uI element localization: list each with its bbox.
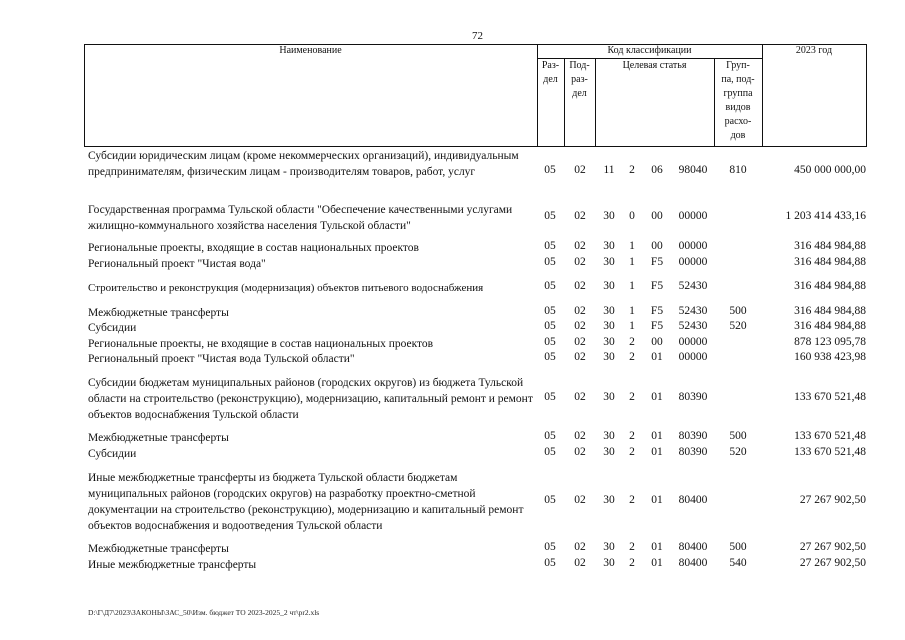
row-expense-group: 520 bbox=[729, 320, 747, 332]
row-target-direction: 80390 bbox=[678, 391, 708, 403]
row-podrazdel: 02 bbox=[574, 305, 586, 317]
row-name: Субсидии bbox=[88, 448, 137, 460]
row-target-subprogram: 01 bbox=[651, 541, 663, 553]
row-name: Региональный проект "Чистая вода Тульской области" bbox=[88, 353, 355, 365]
row-razdel: 05 bbox=[544, 336, 556, 348]
header-classification: Код классификации bbox=[607, 45, 692, 56]
row-target-program: 30 bbox=[603, 557, 615, 569]
row-amount: 316 484 984,88 bbox=[794, 280, 866, 292]
row-podrazdel: 02 bbox=[574, 336, 586, 348]
row-amount: 316 484 984,88 bbox=[794, 240, 866, 252]
row-target-subprogram: F5 bbox=[650, 305, 664, 317]
header-vline bbox=[84, 44, 85, 147]
header-podrazdel-line: Под- bbox=[569, 60, 590, 71]
header-podrazdel-line: дел bbox=[572, 88, 587, 99]
row-podrazdel: 02 bbox=[574, 320, 586, 332]
row-name: Субсидии bbox=[88, 322, 137, 334]
row-target-type: 1 bbox=[629, 256, 635, 268]
row-amount: 316 484 984,88 bbox=[794, 320, 866, 332]
row-expense-group: 500 bbox=[729, 541, 747, 553]
row-podrazdel: 02 bbox=[574, 391, 586, 403]
table-row bbox=[0, 280, 905, 296]
row-target-type: 1 bbox=[629, 320, 635, 332]
row-name: Межбюджетные трансферты bbox=[88, 307, 229, 319]
row-target-program: 30 bbox=[603, 320, 615, 332]
row-target-type: 2 bbox=[629, 391, 635, 403]
header-group-line: группа bbox=[723, 88, 753, 99]
header-group-line: Груп- bbox=[726, 60, 750, 71]
row-amount: 316 484 984,88 bbox=[794, 256, 866, 268]
row-razdel: 05 bbox=[544, 494, 556, 506]
table-row bbox=[0, 148, 905, 196]
header-group-line: па, под- bbox=[721, 74, 755, 85]
row-target-subprogram: 01 bbox=[651, 446, 663, 458]
row-razdel: 05 bbox=[544, 351, 556, 363]
table-row bbox=[0, 240, 905, 256]
row-target-subprogram: 00 bbox=[651, 210, 663, 222]
row-podrazdel: 02 bbox=[574, 164, 586, 176]
row-amount: 878 123 095,78 bbox=[794, 336, 866, 348]
row-expense-group: 810 bbox=[729, 164, 747, 176]
row-target-type: 1 bbox=[629, 240, 635, 252]
row-razdel: 05 bbox=[544, 391, 556, 403]
table-row bbox=[0, 202, 905, 234]
row-target-subprogram: 06 bbox=[651, 164, 663, 176]
row-amount: 133 670 521,48 bbox=[794, 391, 866, 403]
row-target-program: 30 bbox=[603, 446, 615, 458]
table-row bbox=[0, 446, 905, 462]
table-row bbox=[0, 470, 905, 534]
table-row bbox=[0, 351, 905, 367]
row-target-direction: 00000 bbox=[678, 336, 708, 348]
row-razdel: 05 bbox=[544, 305, 556, 317]
row-target-program: 30 bbox=[603, 494, 615, 506]
row-target-direction: 80390 bbox=[678, 446, 708, 458]
table-row bbox=[0, 430, 905, 446]
row-razdel: 05 bbox=[544, 320, 556, 332]
row-target-program: 30 bbox=[603, 240, 615, 252]
header-group bbox=[714, 59, 762, 143]
row-target-program: 30 bbox=[603, 391, 615, 403]
table-row bbox=[0, 557, 905, 573]
header-vline bbox=[866, 44, 867, 147]
row-target-subprogram: 01 bbox=[651, 391, 663, 403]
table-row bbox=[0, 336, 905, 352]
header-razdel bbox=[537, 59, 564, 87]
row-target-direction: 80400 bbox=[678, 541, 708, 553]
row-target-program: 30 bbox=[603, 541, 615, 553]
row-podrazdel: 02 bbox=[574, 541, 586, 553]
row-target-program: 11 bbox=[603, 164, 615, 176]
page-number: 72 bbox=[472, 30, 483, 42]
row-target-subprogram: 01 bbox=[651, 557, 663, 569]
row-name: Строительство и реконструкция (модернизация) объектов питьевого водоснабжения bbox=[88, 282, 484, 294]
row-target-subprogram: 01 bbox=[651, 351, 663, 363]
header-razdel-line: Раз- bbox=[541, 60, 560, 71]
row-target-subprogram: 00 bbox=[651, 336, 663, 348]
header-vline bbox=[762, 44, 763, 147]
row-target-type: 2 bbox=[629, 446, 635, 458]
header-group-line: расхо- bbox=[724, 116, 752, 127]
row-target-program: 30 bbox=[603, 256, 615, 268]
header-name: Наименование bbox=[279, 45, 342, 56]
row-target-program: 30 bbox=[603, 305, 615, 317]
row-name: Субсидии юридическим лицам (кроме некоммерческих организаций), индивидуальным предпринимателям, физическим лицам - производителям товаров, работ, услуг bbox=[88, 150, 519, 178]
row-expense-group: 540 bbox=[729, 557, 747, 569]
row-target-program: 30 bbox=[603, 210, 615, 222]
row-target-direction: 80400 bbox=[678, 557, 708, 569]
row-target-direction: 80400 bbox=[678, 494, 708, 506]
row-razdel: 05 bbox=[544, 541, 556, 553]
row-name: Региональные проекты, не входящие в состав национальных проектов bbox=[88, 338, 434, 350]
row-target-type: 2 bbox=[629, 541, 635, 553]
row-podrazdel: 02 bbox=[574, 210, 586, 222]
header-group-line: дов bbox=[730, 130, 746, 141]
row-razdel: 05 bbox=[544, 210, 556, 222]
row-target-subprogram: 01 bbox=[651, 494, 663, 506]
header-podrazdel bbox=[564, 59, 595, 101]
row-podrazdel: 02 bbox=[574, 446, 586, 458]
row-amount: 133 670 521,48 bbox=[794, 430, 866, 442]
row-amount: 133 670 521,48 bbox=[794, 446, 866, 458]
row-name: Межбюджетные трансферты bbox=[88, 543, 229, 555]
row-target-program: 30 bbox=[603, 336, 615, 348]
row-expense-group: 500 bbox=[729, 305, 747, 317]
row-target-direction: 98040 bbox=[678, 164, 708, 176]
table-row bbox=[0, 541, 905, 557]
row-name: Региональные проекты, входящие в состав национальных проектов bbox=[88, 242, 419, 254]
row-amount: 1 203 414 433,16 bbox=[785, 210, 866, 222]
row-razdel: 05 bbox=[544, 430, 556, 442]
row-amount: 27 267 902,50 bbox=[799, 541, 866, 553]
row-podrazdel: 02 bbox=[574, 430, 586, 442]
row-razdel: 05 bbox=[544, 557, 556, 569]
row-amount: 160 938 423,98 bbox=[794, 351, 866, 363]
row-target-subprogram: F5 bbox=[650, 256, 664, 268]
header-target: Целевая статья bbox=[622, 60, 687, 71]
row-target-direction: 00000 bbox=[678, 210, 708, 222]
row-target-type: 2 bbox=[629, 336, 635, 348]
row-podrazdel: 02 bbox=[574, 256, 586, 268]
row-target-direction: 00000 bbox=[678, 240, 708, 252]
row-target-direction: 52430 bbox=[678, 305, 708, 317]
row-amount: 450 000 000,00 bbox=[794, 164, 866, 176]
row-name: Иные межбюджетные трансферты из бюджета Тульской области бюджетам муниципальных районов (городских округов) на разработку проектно-сметной документации на строительство (реконструкцию), модернизацию и капитальный ремонт объектов водоснабжения и водоотведения Тульской области bbox=[88, 472, 524, 532]
row-target-program: 30 bbox=[603, 430, 615, 442]
row-target-direction: 80390 bbox=[678, 430, 708, 442]
row-expense-group: 520 bbox=[729, 446, 747, 458]
header-group-line: видов bbox=[725, 102, 751, 113]
row-podrazdel: 02 bbox=[574, 557, 586, 569]
table-row bbox=[0, 320, 905, 336]
row-name: Субсидии бюджетам муниципальных районов (городских округов) из бюджета Тульской области на строительство (реконструкцию), модернизацию, капитальный ремонт и ремонт объектов водоснабжения Тульской области bbox=[88, 377, 533, 421]
row-target-subprogram: 01 bbox=[651, 430, 663, 442]
row-razdel: 05 bbox=[544, 164, 556, 176]
table-row bbox=[0, 305, 905, 321]
row-razdel: 05 bbox=[544, 256, 556, 268]
row-target-subprogram: F5 bbox=[650, 280, 664, 292]
row-amount: 316 484 984,88 bbox=[794, 305, 866, 317]
row-name: Государственная программа Тульской области "Обеспечение качественными услугами жилищно-коммунального хозяйства населения Тульской области" bbox=[88, 204, 513, 232]
row-amount: 27 267 902,50 bbox=[799, 494, 866, 506]
row-razdel: 05 bbox=[544, 240, 556, 252]
row-expense-group: 500 bbox=[729, 430, 747, 442]
row-target-type: 2 bbox=[629, 164, 635, 176]
row-target-type: 2 bbox=[629, 494, 635, 506]
file-path-footer: D:\Г\Д7\2023\ЗАКОНЫ\ЗАС_50\Изм. бюджет ТО 2023-2025_2 чт\pr2.xls bbox=[88, 608, 320, 617]
header-razdel-line: дел bbox=[543, 74, 558, 85]
row-name: Региональный проект "Чистая вода" bbox=[88, 258, 266, 270]
row-target-direction: 52430 bbox=[678, 320, 708, 332]
row-amount: 27 267 902,50 bbox=[799, 557, 866, 569]
row-name: Иные межбюджетные трансферты bbox=[88, 559, 257, 571]
row-target-program: 30 bbox=[603, 351, 615, 363]
row-target-direction: 00000 bbox=[678, 256, 708, 268]
row-podrazdel: 02 bbox=[574, 351, 586, 363]
row-razdel: 05 bbox=[544, 280, 556, 292]
row-target-type: 1 bbox=[629, 305, 635, 317]
row-target-subprogram: 00 bbox=[651, 240, 663, 252]
row-target-type: 2 bbox=[629, 557, 635, 569]
header-podrazdel-line: раз- bbox=[571, 74, 588, 85]
row-target-direction: 00000 bbox=[678, 351, 708, 363]
header-year: 2023 год bbox=[795, 45, 833, 56]
row-target-type: 0 bbox=[629, 210, 635, 222]
table-row bbox=[0, 375, 905, 423]
row-podrazdel: 02 bbox=[574, 280, 586, 292]
row-target-program: 30 bbox=[603, 280, 615, 292]
row-podrazdel: 02 bbox=[574, 240, 586, 252]
row-target-subprogram: F5 bbox=[650, 320, 664, 332]
row-target-type: 2 bbox=[629, 351, 635, 363]
header-bottom-line bbox=[84, 146, 867, 147]
table-row bbox=[0, 256, 905, 272]
row-name: Межбюджетные трансферты bbox=[88, 432, 229, 444]
row-target-type: 2 bbox=[629, 430, 635, 442]
row-target-direction: 52430 bbox=[678, 280, 708, 292]
row-razdel: 05 bbox=[544, 446, 556, 458]
row-target-type: 1 bbox=[629, 280, 635, 292]
row-podrazdel: 02 bbox=[574, 494, 586, 506]
